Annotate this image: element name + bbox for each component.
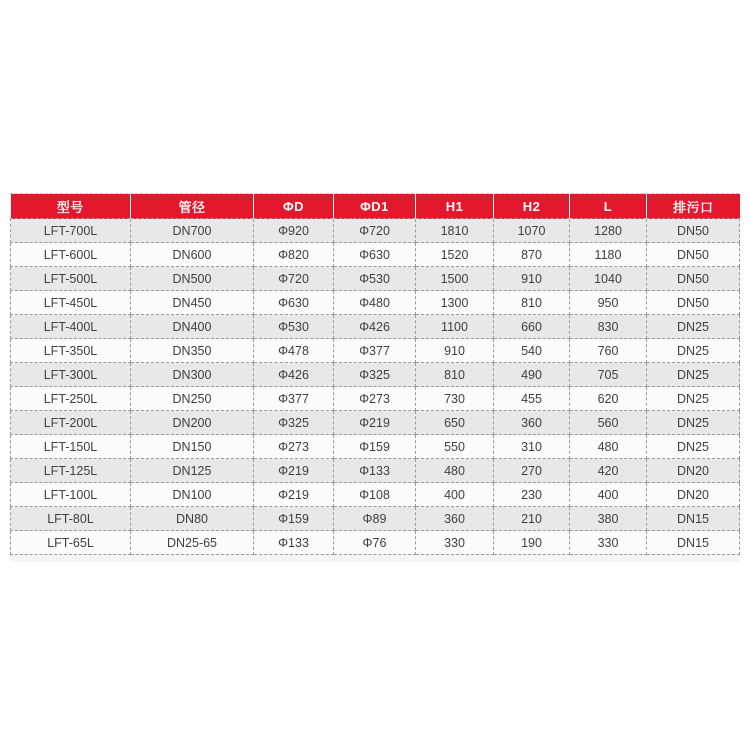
cell-L-LFT-250L: 620 xyxy=(570,387,647,411)
table-row-LFT-300L xyxy=(11,363,740,387)
cell-型号-LFT-125L: LFT-125L xyxy=(11,459,131,483)
cell-排污口-LFT-300L: DN25 xyxy=(647,363,740,387)
cell-管径-LFT-500L: DN500 xyxy=(131,267,254,291)
table-row-LFT-80L xyxy=(11,507,740,531)
cell-管径-LFT-200L: DN200 xyxy=(131,411,254,435)
cell-ΦD1-LFT-65L: Φ76 xyxy=(334,531,416,555)
cell-管径-LFT-150L: DN150 xyxy=(131,435,254,459)
cell-L-LFT-350L: 760 xyxy=(570,339,647,363)
column-header-5: H1 xyxy=(416,194,494,219)
cell-H2-LFT-350L: 540 xyxy=(494,339,570,363)
cell-ΦD-LFT-100L: Φ219 xyxy=(254,483,334,507)
cell-H1-LFT-150L: 550 xyxy=(416,435,494,459)
column-header-6: H2 xyxy=(494,194,570,219)
column-header-1: 型号 xyxy=(11,194,131,219)
cell-型号-LFT-500L: LFT-500L xyxy=(11,267,131,291)
cell-ΦD-LFT-150L: Φ273 xyxy=(254,435,334,459)
cell-H2-LFT-600L: 870 xyxy=(494,243,570,267)
cell-H1-LFT-80L: 360 xyxy=(416,507,494,531)
cell-ΦD-LFT-80L: Φ159 xyxy=(254,507,334,531)
cell-H1-LFT-700L: 1810 xyxy=(416,219,494,243)
header-row xyxy=(11,194,740,219)
column-header-3: ΦD xyxy=(254,194,334,219)
cell-ΦD-LFT-250L: Φ377 xyxy=(254,387,334,411)
cell-H1-LFT-400L: 1100 xyxy=(416,315,494,339)
cell-H1-LFT-350L: 910 xyxy=(416,339,494,363)
cell-排污口-LFT-400L: DN25 xyxy=(647,315,740,339)
cell-H2-LFT-500L: 910 xyxy=(494,267,570,291)
cell-ΦD1-LFT-400L: Φ426 xyxy=(334,315,416,339)
cell-H1-LFT-250L: 730 xyxy=(416,387,494,411)
cell-ΦD-LFT-400L: Φ530 xyxy=(254,315,334,339)
cell-ΦD-LFT-600L: Φ820 xyxy=(254,243,334,267)
cell-L-LFT-125L: 420 xyxy=(570,459,647,483)
cell-管径-LFT-100L: DN100 xyxy=(131,483,254,507)
cell-ΦD-LFT-350L: Φ478 xyxy=(254,339,334,363)
cell-ΦD-LFT-450L: Φ630 xyxy=(254,291,334,315)
column-header-2: 管径 xyxy=(131,194,254,219)
cell-排污口-LFT-500L: DN50 xyxy=(647,267,740,291)
cell-排污口-LFT-450L: DN50 xyxy=(647,291,740,315)
cell-管径-LFT-80L: DN80 xyxy=(131,507,254,531)
cell-管径-LFT-350L: DN350 xyxy=(131,339,254,363)
cell-管径-LFT-65L: DN25-65 xyxy=(131,531,254,555)
cell-ΦD1-LFT-150L: Φ159 xyxy=(334,435,416,459)
cell-排污口-LFT-350L: DN25 xyxy=(647,339,740,363)
cell-管径-LFT-125L: DN125 xyxy=(131,459,254,483)
cell-L-LFT-80L: 380 xyxy=(570,507,647,531)
cell-管径-LFT-600L: DN600 xyxy=(131,243,254,267)
cell-L-LFT-100L: 400 xyxy=(570,483,647,507)
cell-H2-LFT-80L: 210 xyxy=(494,507,570,531)
cell-管径-LFT-300L: DN300 xyxy=(131,363,254,387)
cell-H2-LFT-450L: 810 xyxy=(494,291,570,315)
cell-管径-LFT-400L: DN400 xyxy=(131,315,254,339)
cell-H2-LFT-65L: 190 xyxy=(494,531,570,555)
table-row-LFT-700L xyxy=(11,219,740,243)
cell-L-LFT-150L: 480 xyxy=(570,435,647,459)
cell-ΦD-LFT-500L: Φ720 xyxy=(254,267,334,291)
column-header-8: 排污口 xyxy=(647,194,740,219)
cell-型号-LFT-400L: LFT-400L xyxy=(11,315,131,339)
cell-型号-LFT-700L: LFT-700L xyxy=(11,219,131,243)
table-row-LFT-65L xyxy=(11,531,740,555)
cell-H1-LFT-500L: 1500 xyxy=(416,267,494,291)
cell-L-LFT-700L: 1280 xyxy=(570,219,647,243)
cell-L-LFT-300L: 705 xyxy=(570,363,647,387)
cell-排污口-LFT-200L: DN25 xyxy=(647,411,740,435)
cell-型号-LFT-300L: LFT-300L xyxy=(11,363,131,387)
cell-L-LFT-400L: 830 xyxy=(570,315,647,339)
cell-ΦD1-LFT-80L: Φ89 xyxy=(334,507,416,531)
cell-型号-LFT-450L: LFT-450L xyxy=(11,291,131,315)
cell-H2-LFT-150L: 310 xyxy=(494,435,570,459)
cell-L-LFT-200L: 560 xyxy=(570,411,647,435)
cell-管径-LFT-250L: DN250 xyxy=(131,387,254,411)
cell-型号-LFT-250L: LFT-250L xyxy=(11,387,131,411)
cell-ΦD-LFT-200L: Φ325 xyxy=(254,411,334,435)
cell-H2-LFT-100L: 230 xyxy=(494,483,570,507)
table-row-LFT-350L xyxy=(11,339,740,363)
cell-H2-LFT-125L: 270 xyxy=(494,459,570,483)
cell-型号-LFT-200L: LFT-200L xyxy=(11,411,131,435)
cell-型号-LFT-150L: LFT-150L xyxy=(11,435,131,459)
cell-H1-LFT-200L: 650 xyxy=(416,411,494,435)
cell-ΦD-LFT-65L: Φ133 xyxy=(254,531,334,555)
cell-型号-LFT-65L: LFT-65L xyxy=(11,531,131,555)
cell-ΦD1-LFT-100L: Φ108 xyxy=(334,483,416,507)
cell-ΦD1-LFT-700L: Φ720 xyxy=(334,219,416,243)
table-body xyxy=(11,219,740,555)
cell-ΦD1-LFT-125L: Φ133 xyxy=(334,459,416,483)
cell-H1-LFT-100L: 400 xyxy=(416,483,494,507)
spec-table xyxy=(10,194,740,555)
cell-排污口-LFT-250L: DN25 xyxy=(647,387,740,411)
table-row-LFT-100L xyxy=(11,483,740,507)
cell-管径-LFT-700L: DN700 xyxy=(131,219,254,243)
cell-ΦD-LFT-125L: Φ219 xyxy=(254,459,334,483)
cell-排污口-LFT-65L: DN15 xyxy=(647,531,740,555)
cell-H2-LFT-250L: 455 xyxy=(494,387,570,411)
table-row-LFT-400L xyxy=(11,315,740,339)
cell-排污口-LFT-700L: DN50 xyxy=(647,219,740,243)
cell-H1-LFT-300L: 810 xyxy=(416,363,494,387)
cell-排污口-LFT-150L: DN25 xyxy=(647,435,740,459)
cell-L-LFT-450L: 950 xyxy=(570,291,647,315)
cell-ΦD-LFT-700L: Φ920 xyxy=(254,219,334,243)
cell-ΦD1-LFT-250L: Φ273 xyxy=(334,387,416,411)
cell-ΦD1-LFT-300L: Φ325 xyxy=(334,363,416,387)
table-row-LFT-150L xyxy=(11,435,740,459)
cell-ΦD1-LFT-200L: Φ219 xyxy=(334,411,416,435)
cell-L-LFT-500L: 1040 xyxy=(570,267,647,291)
cell-ΦD1-LFT-500L: Φ530 xyxy=(334,267,416,291)
cell-排污口-LFT-600L: DN50 xyxy=(647,243,740,267)
cell-ΦD1-LFT-600L: Φ630 xyxy=(334,243,416,267)
table-row-LFT-450L xyxy=(11,291,740,315)
cell-H1-LFT-125L: 480 xyxy=(416,459,494,483)
cell-型号-LFT-80L: LFT-80L xyxy=(11,507,131,531)
cell-型号-LFT-350L: LFT-350L xyxy=(11,339,131,363)
cell-型号-LFT-600L: LFT-600L xyxy=(11,243,131,267)
cell-型号-LFT-100L: LFT-100L xyxy=(11,483,131,507)
cell-ΦD1-LFT-450L: Φ480 xyxy=(334,291,416,315)
cell-排污口-LFT-80L: DN15 xyxy=(647,507,740,531)
cell-L-LFT-600L: 1180 xyxy=(570,243,647,267)
cell-H1-LFT-65L: 330 xyxy=(416,531,494,555)
cell-ΦD1-LFT-350L: Φ377 xyxy=(334,339,416,363)
column-header-7: L xyxy=(570,194,647,219)
cell-排污口-LFT-125L: DN20 xyxy=(647,459,740,483)
table-row-LFT-200L xyxy=(11,411,740,435)
cell-H2-LFT-300L: 490 xyxy=(494,363,570,387)
table-row-LFT-250L xyxy=(11,387,740,411)
table-row-LFT-500L xyxy=(11,267,740,291)
spec-table-container xyxy=(10,193,739,562)
cell-H2-LFT-200L: 360 xyxy=(494,411,570,435)
table-row-LFT-125L xyxy=(11,459,740,483)
cell-管径-LFT-450L: DN450 xyxy=(131,291,254,315)
cell-排污口-LFT-100L: DN20 xyxy=(647,483,740,507)
cell-H1-LFT-450L: 1300 xyxy=(416,291,494,315)
table-row-LFT-600L xyxy=(11,243,740,267)
cell-H2-LFT-400L: 660 xyxy=(494,315,570,339)
cell-H2-LFT-700L: 1070 xyxy=(494,219,570,243)
cell-H1-LFT-600L: 1520 xyxy=(416,243,494,267)
cell-L-LFT-65L: 330 xyxy=(570,531,647,555)
cell-ΦD-LFT-300L: Φ426 xyxy=(254,363,334,387)
column-header-4: ΦD1 xyxy=(334,194,416,219)
